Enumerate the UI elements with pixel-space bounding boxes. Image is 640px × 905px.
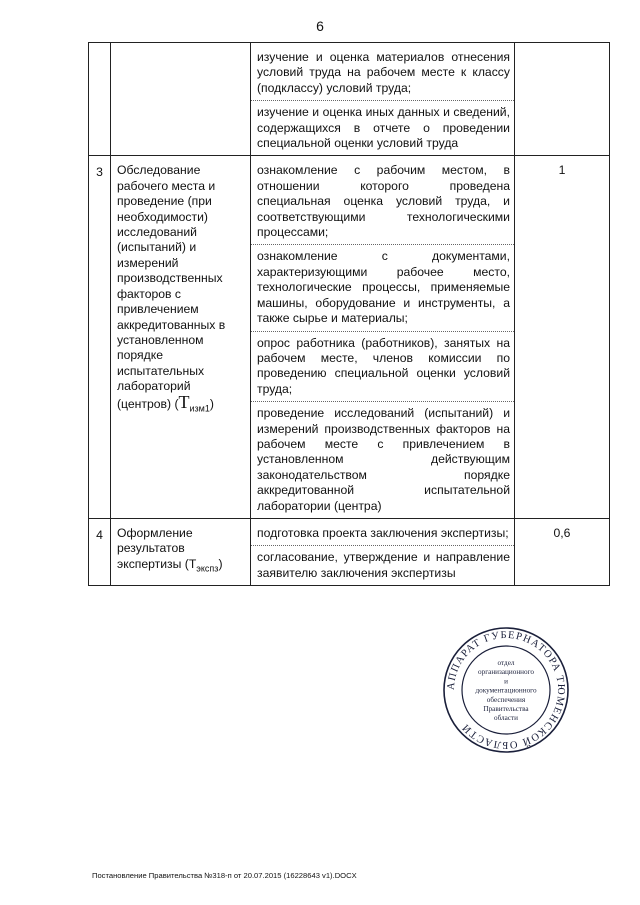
- activity-item: согласование, утверждение и направление заявителю заключения экспертизы: [257, 550, 510, 580]
- activity-item: ознакомление с документами, характеризующими рабочее место, технологические процессы, применяемые машины, оборудование и инструменты, а также сырье и материалы;: [251, 245, 514, 331]
- activity-item: опрос работника (работников), занятых на рабочем месте, членов комиссии по проведению специальной оценки условий труда;: [251, 332, 514, 403]
- activities-cell: [251, 518, 515, 585]
- time-subscript: изм1: [189, 402, 210, 413]
- seal-line: организационного: [478, 668, 534, 677]
- coefficient: 0,6: [515, 518, 610, 585]
- seal-line: документационного: [475, 686, 537, 695]
- activities-cell: [251, 43, 515, 156]
- stage-name-text: Оформление результатов экспертизы (Т: [117, 525, 197, 571]
- activity-item: изучение и оценка иных данных и сведений, содержащихся в отчете о проведении специальной оценки условий труда: [257, 105, 510, 151]
- coefficient: 1: [515, 156, 610, 519]
- seal-line: обеспечения: [486, 695, 526, 704]
- table-row: [89, 43, 610, 156]
- page-number: 6: [316, 18, 324, 34]
- activity-item: проведение исследований (испытаний) и измерений производственных факторов на рабочем месте с привлечением в установленном действующим законодательством порядке аккредитованной испытательной лаборатории (центра): [257, 406, 510, 513]
- seal-line: отдел: [497, 659, 515, 667]
- seal-line: и: [504, 677, 508, 686]
- svg-text:АППАРАТ ГУБЕРНАТОРА ТЮМЕНСКОЙ: АППАРАТ ГУБЕРНАТОРА ТЮМЕНСКОЙ ОБЛАСТИ: [445, 629, 567, 751]
- activities-cell: [251, 156, 515, 519]
- stage-name: [111, 43, 251, 156]
- stage-name-tail: ): [209, 396, 214, 411]
- table-row: [89, 518, 610, 585]
- document-footer: Постановление Правительства №318-п от 20.07.2015 (16228643 v1).DOCX: [92, 871, 357, 880]
- seal-line: Правительства: [483, 705, 529, 713]
- activity-item: подготовка проекта заключения экспертизы;: [251, 519, 514, 546]
- row-number: [89, 43, 111, 156]
- coefficient: [515, 43, 610, 156]
- stage-name-text: Обследование рабочего места и проведение (при необходимости) исследований (испытаний) и измерений производственных факторов с привлечением аккредитованных в установленном порядке испытательных лабораторий (центров) (: [117, 163, 226, 411]
- seal-line: области: [493, 714, 519, 723]
- row-number: 4: [89, 518, 111, 585]
- activity-item: ознакомление с рабочим местом, в отношении которого проведена специальная оценка условий труда, и соответствующими технологическими процессами;: [251, 156, 514, 245]
- row-number: 3: [89, 156, 111, 519]
- stage-name-tail: ): [218, 556, 223, 571]
- activity-item: изучение и оценка материалов отнесения условий труда на рабочем месте к классу (подклассу) условий труда;: [251, 43, 514, 101]
- time-subscript: экспз: [196, 563, 219, 574]
- official-seal: [441, 625, 571, 755]
- stage-name: [111, 156, 251, 519]
- table-row: [89, 156, 610, 519]
- expertise-table: [88, 42, 610, 586]
- time-symbol: Т: [178, 391, 190, 412]
- stage-name: [111, 518, 251, 585]
